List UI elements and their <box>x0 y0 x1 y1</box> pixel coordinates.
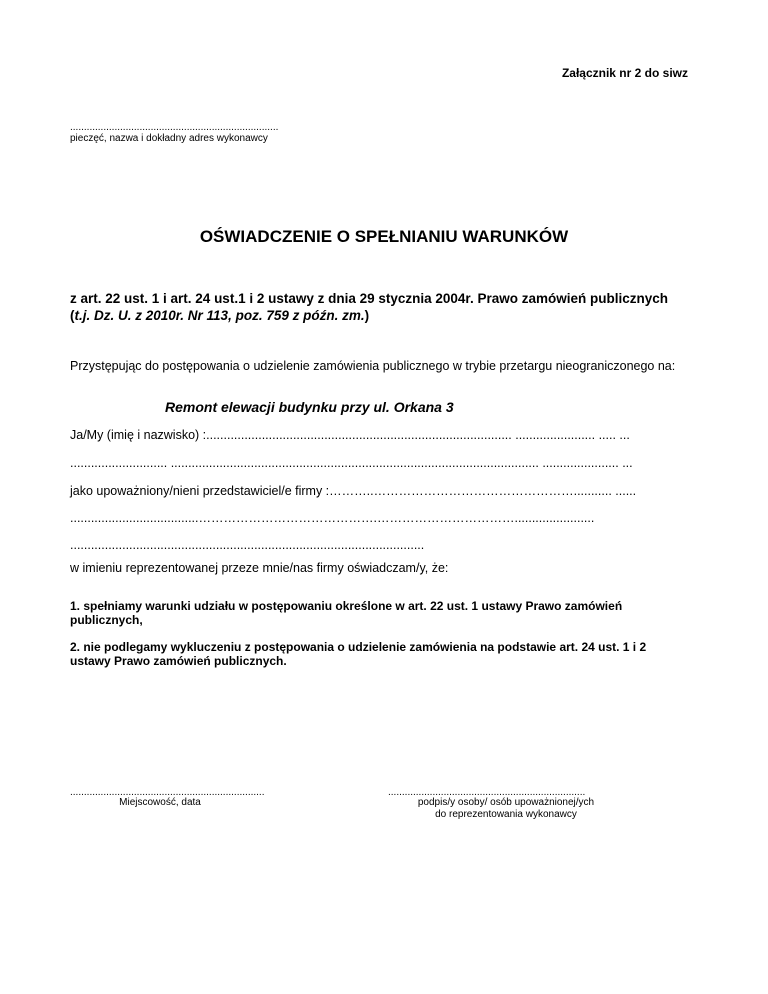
legal-basis-italic: t.j. Dz. U. z 2010r. Nr 113, poz. 759 z późn. zm. <box>74 308 365 323</box>
place-date-dotted-line: ...................................................................... <box>70 787 265 798</box>
signature-caption-line-1: podpis/y osoby/ osób upoważnionej/ych <box>417 797 595 808</box>
document-title: OŚWIADCZENIE O SPEŁNIANIU WARUNKÓW <box>199 227 569 246</box>
stamp-dotted-line: ........................................................................... <box>70 122 279 133</box>
fill-line-name-continued: ............................ .......................................................................................................... ...................... ... <box>70 456 633 470</box>
intro-text: Przystępując do postępowania o udzielenie zamówienia publicznego w trybie przetargu nieograniczonego na: <box>70 359 676 373</box>
signature-caption-line-2: do reprezentowania wykonawcy <box>435 809 577 820</box>
on-behalf-text: w imieniu reprezentowanej przeze mnie/nas firmy oświadczam/y, że: <box>70 561 449 575</box>
place-date-caption: Miejscowość, data <box>119 797 201 808</box>
legal-basis-suffix: ) <box>364 308 370 323</box>
legal-basis <box>70 290 690 324</box>
fill-line-blank: ...................................................................................................... <box>70 538 425 552</box>
fill-line-company-continued: .....................................…………………………………….……………………………....................... <box>70 511 595 525</box>
stamp-caption: pieczęć, nazwa i dokładny adres wykonawcy <box>70 133 268 144</box>
declaration-point-2: 2. nie podlegamy wykluczeniu z postępowania o udzielenie zamówienia na podstawie art. 24 ust. 1 i 2 ustawy Prawo zamówień publicznych. <box>70 640 647 668</box>
signature-dotted-line: ....................................................................... <box>388 787 586 798</box>
signature-caption <box>388 797 624 821</box>
legal-basis-prefix: z art. 22 ust. 1 i art. 24 ust.1 i 2 ustawy z dnia 29 stycznia 2004r. Prawo zamówień publicznych ( <box>70 291 668 323</box>
project-name: Remont elewacji budynku przy ul. Orkana 3 <box>165 399 454 415</box>
fill-line-company: jako upoważniony/nieni przedstawiciel/e firmy :………..…………………………………………........... ...... <box>70 484 637 498</box>
attachment-label: Załącznik nr 2 do siwz <box>561 66 688 80</box>
declaration-point-1: 1. spełniamy warunki udziału w postępowaniu określone w art. 22 ust. 1 ustawy Prawo zamówień publicznych, <box>70 599 623 627</box>
fill-line-name: Ja/My (imię i nazwisko) :........................................................................................ ....................... ..... ... <box>70 428 630 442</box>
